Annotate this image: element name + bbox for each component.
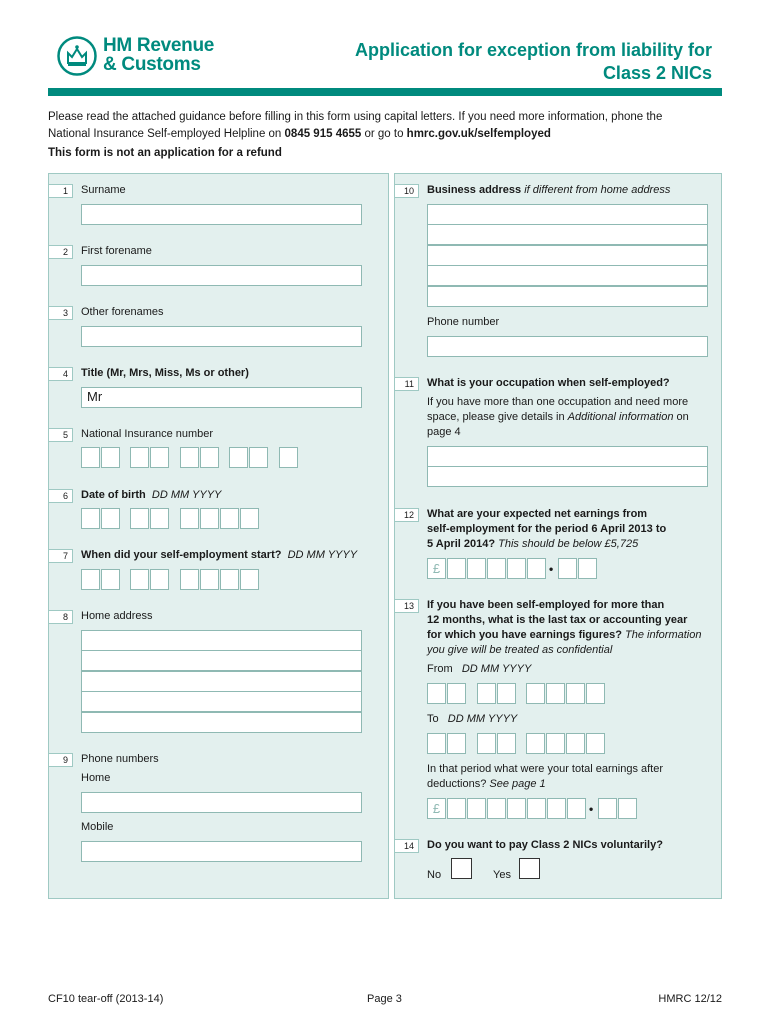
total-earnings-pence-box[interactable] xyxy=(618,798,637,819)
ni-number-label: National Insurance number xyxy=(81,428,214,440)
question-number: 14 xyxy=(394,839,419,853)
start-day-box[interactable] xyxy=(101,569,120,590)
business-address-label xyxy=(427,183,670,198)
q13-line3 xyxy=(427,628,701,643)
from-year-box[interactable] xyxy=(546,683,565,704)
expected-earnings-line2: self-employment for the period 6 April 2013 to xyxy=(427,523,667,535)
form-reference: CF10 tear-off (2013-14) xyxy=(48,993,164,1005)
dob-year-box[interactable] xyxy=(180,508,199,529)
to-hint: DD MM YYYY xyxy=(447,713,518,725)
earnings-pence-box[interactable] xyxy=(578,558,597,579)
home-address-line[interactable] xyxy=(81,650,362,671)
from-year-box[interactable] xyxy=(566,683,585,704)
to-year-box[interactable] xyxy=(566,733,585,754)
occupation-help2-suffix: on xyxy=(673,411,689,423)
q13-confidential-note: The information xyxy=(625,629,702,641)
business-address-line[interactable] xyxy=(427,245,708,266)
q13-line4: you give will be treated as confidential xyxy=(427,644,613,656)
currency-symbol: £ xyxy=(427,798,446,819)
start-year-box[interactable] xyxy=(180,569,199,590)
to-year-box[interactable] xyxy=(546,733,565,754)
total-earnings-digit-box[interactable] xyxy=(467,798,486,819)
earnings-digit-box[interactable] xyxy=(507,558,526,579)
see-page-ref: See page 1 xyxy=(489,778,546,790)
ni-number-box[interactable] xyxy=(180,447,199,468)
question-number: 1 xyxy=(48,184,73,198)
mobile-phone-label: Mobile xyxy=(81,821,114,833)
no-label: No xyxy=(427,869,442,881)
occupation-help2-prefix: space, please give details in xyxy=(427,411,568,423)
total-earnings-digit-box[interactable] xyxy=(567,798,586,819)
home-address-line[interactable] xyxy=(81,691,362,712)
ni-number-box[interactable] xyxy=(229,447,248,468)
helpline-number: 0845 915 4655 xyxy=(284,128,362,140)
ni-number-box[interactable] xyxy=(150,447,169,468)
q12-line3-text: 5 April 2014? xyxy=(427,538,496,550)
ni-number-box[interactable] xyxy=(130,447,149,468)
q12-limit-note: This should be below £5,725 xyxy=(498,538,639,550)
start-date-label-text: When did your self-employment start? xyxy=(81,549,282,561)
home-phone-field[interactable] xyxy=(81,792,362,813)
ni-number-box[interactable] xyxy=(101,447,120,468)
yes-checkbox[interactable] xyxy=(519,858,540,879)
dob-year-box[interactable] xyxy=(220,508,239,529)
first-forename-field[interactable] xyxy=(81,265,362,286)
start-date-label xyxy=(81,548,357,563)
business-address-label-text: Business address xyxy=(427,184,522,196)
total-earnings-digit-box[interactable] xyxy=(547,798,566,819)
question-number: 3 xyxy=(48,306,73,320)
from-label-text: From xyxy=(427,663,453,675)
title-field[interactable]: Mr xyxy=(81,387,362,408)
question-number: 8 xyxy=(48,610,73,624)
occupation-line[interactable] xyxy=(427,466,708,487)
hmrc-version: HMRC 12/12 xyxy=(658,993,722,1005)
form-title-line1: Application for exception from liability for xyxy=(354,40,712,60)
earnings-pence-box[interactable] xyxy=(558,558,577,579)
crown-crest-icon xyxy=(57,36,97,76)
dob-year-box[interactable] xyxy=(240,508,259,529)
start-month-box[interactable] xyxy=(150,569,169,590)
home-address-line[interactable] xyxy=(81,712,362,733)
logo-text-line2: & Customs xyxy=(103,54,201,75)
occupation-label: What is your occupation when self-employed? xyxy=(427,377,670,389)
voluntary-nics-label: Do you want to pay Class 2 NICs voluntarily? xyxy=(427,839,663,851)
question-number: 9 xyxy=(48,753,73,767)
question-number: 13 xyxy=(394,599,419,613)
business-phone-label: Phone number xyxy=(427,316,500,328)
website-link[interactable]: hmrc.gov.uk/selfemployed xyxy=(406,128,551,140)
surname-field[interactable] xyxy=(81,204,362,225)
start-date-hint: DD MM YYYY xyxy=(287,549,358,561)
intro-line2-prefix: National Insurance Self-employed Helpline on xyxy=(48,128,285,140)
question-number: 5 xyxy=(48,428,73,442)
dob-month-box[interactable] xyxy=(130,508,149,529)
from-hint: DD MM YYYY xyxy=(461,663,532,675)
q12-line1-suffix: net earnings from xyxy=(551,508,648,520)
dob-day-box[interactable] xyxy=(81,508,100,529)
surname-label: Surname xyxy=(81,184,126,196)
total-earnings-prefix: deductions? xyxy=(427,778,490,790)
start-year-box[interactable] xyxy=(240,569,259,590)
start-year-box[interactable] xyxy=(220,569,239,590)
question-number: 4 xyxy=(48,367,73,381)
question-number: 2 xyxy=(48,245,73,259)
business-address-hint: if different from home address xyxy=(524,184,671,196)
earnings-digit-box[interactable] xyxy=(447,558,466,579)
business-address-line[interactable] xyxy=(427,286,708,307)
expected-earnings-line1 xyxy=(427,507,647,522)
from-year-box[interactable] xyxy=(586,683,605,704)
to-day-box[interactable] xyxy=(447,733,466,754)
to-month-box[interactable] xyxy=(477,733,496,754)
from-label xyxy=(427,662,531,677)
home-address-line[interactable] xyxy=(81,630,362,651)
intro-line2-mid: or go to xyxy=(361,128,407,140)
business-address-line[interactable] xyxy=(427,204,708,225)
to-year-box[interactable] xyxy=(586,733,605,754)
currency-symbol: £ xyxy=(427,558,446,579)
dob-label-text: Date of birth xyxy=(81,489,146,501)
yes-label: Yes xyxy=(493,869,511,881)
mobile-phone-field[interactable] xyxy=(81,841,362,862)
start-year-box[interactable] xyxy=(200,569,219,590)
question-number: 6 xyxy=(48,489,73,503)
phone-numbers-label: Phone numbers xyxy=(81,753,159,765)
page-number: Page 3 xyxy=(367,993,402,1005)
occupation-help-line2 xyxy=(427,410,689,425)
home-address-line[interactable] xyxy=(81,671,362,692)
total-earnings-line1: In that period what were your total earnings after xyxy=(427,763,664,775)
hmrc-logo xyxy=(57,36,257,80)
header-rule xyxy=(48,88,722,96)
home-phone-label: Home xyxy=(81,772,111,784)
to-year-box[interactable] xyxy=(526,733,545,754)
from-day-box[interactable] xyxy=(427,683,446,704)
ni-number-box[interactable] xyxy=(200,447,219,468)
decimal-point: • xyxy=(549,562,554,576)
to-month-box[interactable] xyxy=(497,733,516,754)
ni-number-box[interactable] xyxy=(279,447,298,468)
q12-expected: expected xyxy=(503,508,552,520)
business-address-line[interactable] xyxy=(427,224,708,245)
intro-line2 xyxy=(48,126,728,143)
q13-line2: 12 months, what is the last tax or accounting year xyxy=(427,614,688,626)
from-month-box[interactable] xyxy=(477,683,496,704)
ni-number-box[interactable] xyxy=(249,447,268,468)
expected-earnings-line3 xyxy=(427,537,638,552)
form-title-line2: Class 2 NICs xyxy=(602,63,712,83)
to-label-text: To xyxy=(427,713,439,725)
dob-day-box[interactable] xyxy=(101,508,120,529)
occupation-help-line3: page 4 xyxy=(427,426,461,438)
earnings-digit-box[interactable] xyxy=(487,558,506,579)
business-phone-field[interactable] xyxy=(427,336,708,357)
title-label: Title (Mr, Mrs, Miss, Ms or other) xyxy=(81,367,249,379)
other-forenames-label: Other forenames xyxy=(81,306,164,318)
business-address-line[interactable] xyxy=(427,265,708,286)
dob-month-box[interactable] xyxy=(150,508,169,529)
dob-hint: DD MM YYYY xyxy=(151,489,222,501)
occupation-help-line1: If you have more than one occupation and need more xyxy=(427,396,689,408)
other-forenames-field[interactable] xyxy=(81,326,362,347)
no-checkbox[interactable] xyxy=(451,858,472,879)
home-address-label: Home address xyxy=(81,610,153,622)
total-earnings-digit-box[interactable] xyxy=(527,798,546,819)
q12-line1-prefix: What are your xyxy=(427,508,504,520)
start-month-box[interactable] xyxy=(130,569,149,590)
question-number: 11 xyxy=(394,377,419,391)
from-month-box[interactable] xyxy=(497,683,516,704)
dob-year-box[interactable] xyxy=(200,508,219,529)
total-earnings-pence-box[interactable] xyxy=(598,798,617,819)
to-day-box[interactable] xyxy=(427,733,446,754)
total-earnings-digit-box[interactable] xyxy=(487,798,506,819)
question-number: 7 xyxy=(48,549,73,563)
refund-notice: This form is not an application for a refund xyxy=(48,147,282,159)
question-number: 10 xyxy=(394,184,419,198)
earnings-digit-box[interactable] xyxy=(527,558,546,579)
total-earnings-digit-box[interactable] xyxy=(447,798,466,819)
question-number: 12 xyxy=(394,508,419,522)
from-day-box[interactable] xyxy=(447,683,466,704)
earnings-digit-box[interactable] xyxy=(467,558,486,579)
q13-line3-text: for which you have earnings figures? xyxy=(427,629,622,641)
occupation-line[interactable] xyxy=(427,446,708,467)
total-earnings-digit-box[interactable] xyxy=(507,798,526,819)
start-day-box[interactable] xyxy=(81,569,100,590)
ni-number-box[interactable] xyxy=(81,447,100,468)
decimal-point: • xyxy=(589,802,594,816)
from-year-box[interactable] xyxy=(526,683,545,704)
to-label xyxy=(427,712,517,727)
logo-text-line1: HM Revenue xyxy=(103,35,215,56)
intro-line1: Please read the attached guidance before filling in this form using capital letters. If you need more information, phone the xyxy=(48,111,663,123)
first-forename-label: First forename xyxy=(81,245,152,257)
dob-label xyxy=(81,488,221,503)
q13-line1: If you have been self-employed for more than xyxy=(427,599,665,611)
total-earnings-line2 xyxy=(427,777,546,792)
additional-info-ref: Additional information xyxy=(567,411,674,423)
